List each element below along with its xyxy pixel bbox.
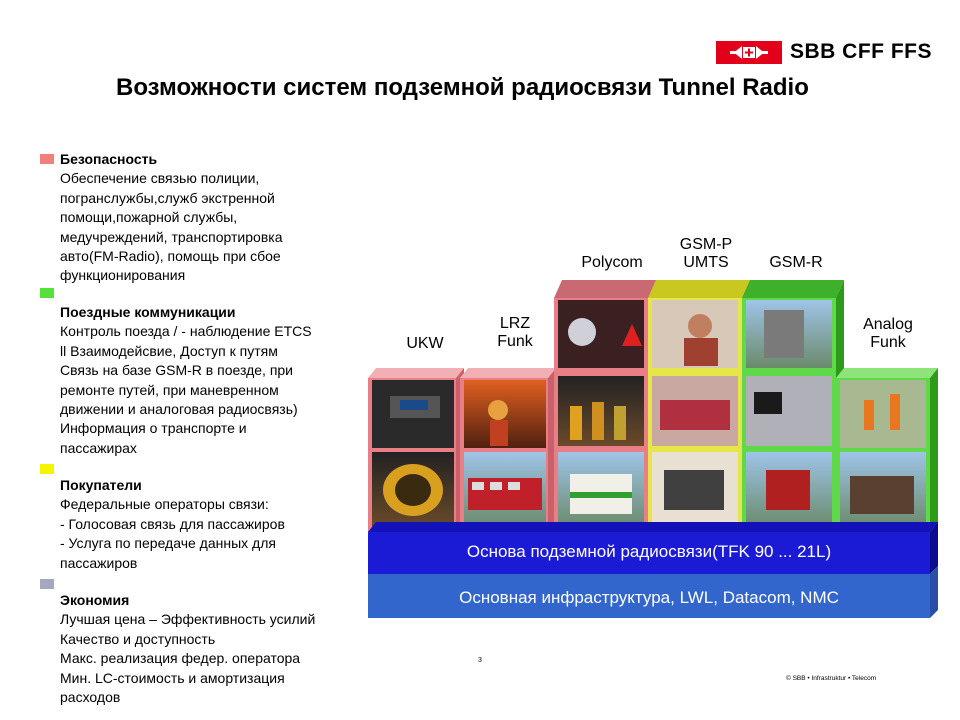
column-label-polycom: Polycom	[581, 254, 643, 271]
logo-text: SBB CFF FFS	[790, 40, 932, 63]
category-economy	[40, 577, 360, 707]
track-workers-photo	[840, 380, 926, 448]
category-train-comms	[40, 284, 360, 458]
category-text: Контроль поезда / - наблюдение ETCS ll Взаимодейсвие, Доступ к путям Связь на базе GSM-R в поезде, при ремонте путей, при маневренном движении и аналоговая радиосвязь) Информация о транспорте и пассажирах	[60, 323, 312, 456]
category-heading: Покупатели	[60, 477, 142, 493]
column-label-gsm-p: GSM-P UMTS	[679, 236, 733, 271]
category-heading: Экономия	[60, 592, 130, 608]
systems-diagram	[360, 270, 950, 630]
category-swatch	[40, 154, 54, 164]
category-customers	[40, 460, 360, 573]
category-swatch	[40, 464, 54, 474]
category-heading: Безопасность	[60, 151, 158, 167]
category-safety	[40, 150, 360, 286]
column-gsm-r	[742, 280, 844, 532]
swiss-cross-arrows-icon	[716, 41, 782, 64]
page-title: Возможности систем подземной радиосвязи Tunnel Radio	[116, 74, 809, 101]
copyright: © SBB • Infrastruktur • Telecom	[786, 675, 877, 682]
column-ukw	[368, 368, 464, 532]
column-gsm-p-umts	[648, 280, 750, 532]
category-swatch	[40, 579, 54, 589]
tunnel-radio-base-label: Основа подземной радиосвязи(TFK 90 ... 21L)	[466, 542, 832, 561]
column-lrz-funk	[460, 368, 556, 532]
sbb-logo	[716, 41, 782, 64]
category-text: Федеральные операторы связи: - Голосовая связь для пассажиров - Услуга по передаче данных для пассажиров	[60, 496, 285, 571]
page-number: 3	[478, 657, 482, 664]
category-swatch	[40, 288, 54, 298]
category-heading: Поездные коммуникации	[60, 304, 236, 320]
column-label-analog: Analog Funk	[863, 316, 913, 351]
category-text: Лучшая цена – Эффективность усилий Качество и доступность Макс. реализация федер. оператора Мин. LC-стоимость и амортизация расходов	[60, 611, 316, 706]
column-polycom	[554, 280, 656, 532]
category-text: Обеспечение связью полиции, погранслужбы,служб экстренной помощи,пожарной службы, медучреждений, транспортировка авто(FM-Radio), помощь при сбое функционирования	[60, 170, 283, 284]
column-label-ukw: UKW	[406, 335, 444, 352]
column-label-lrz: LRZ Funk	[497, 315, 533, 350]
infrastructure-label: Основная инфраструктура, LWL, Datacom, NMC	[459, 588, 839, 607]
column-analog-funk	[836, 368, 938, 532]
column-label-gsm-r: GSM-R	[769, 254, 823, 271]
